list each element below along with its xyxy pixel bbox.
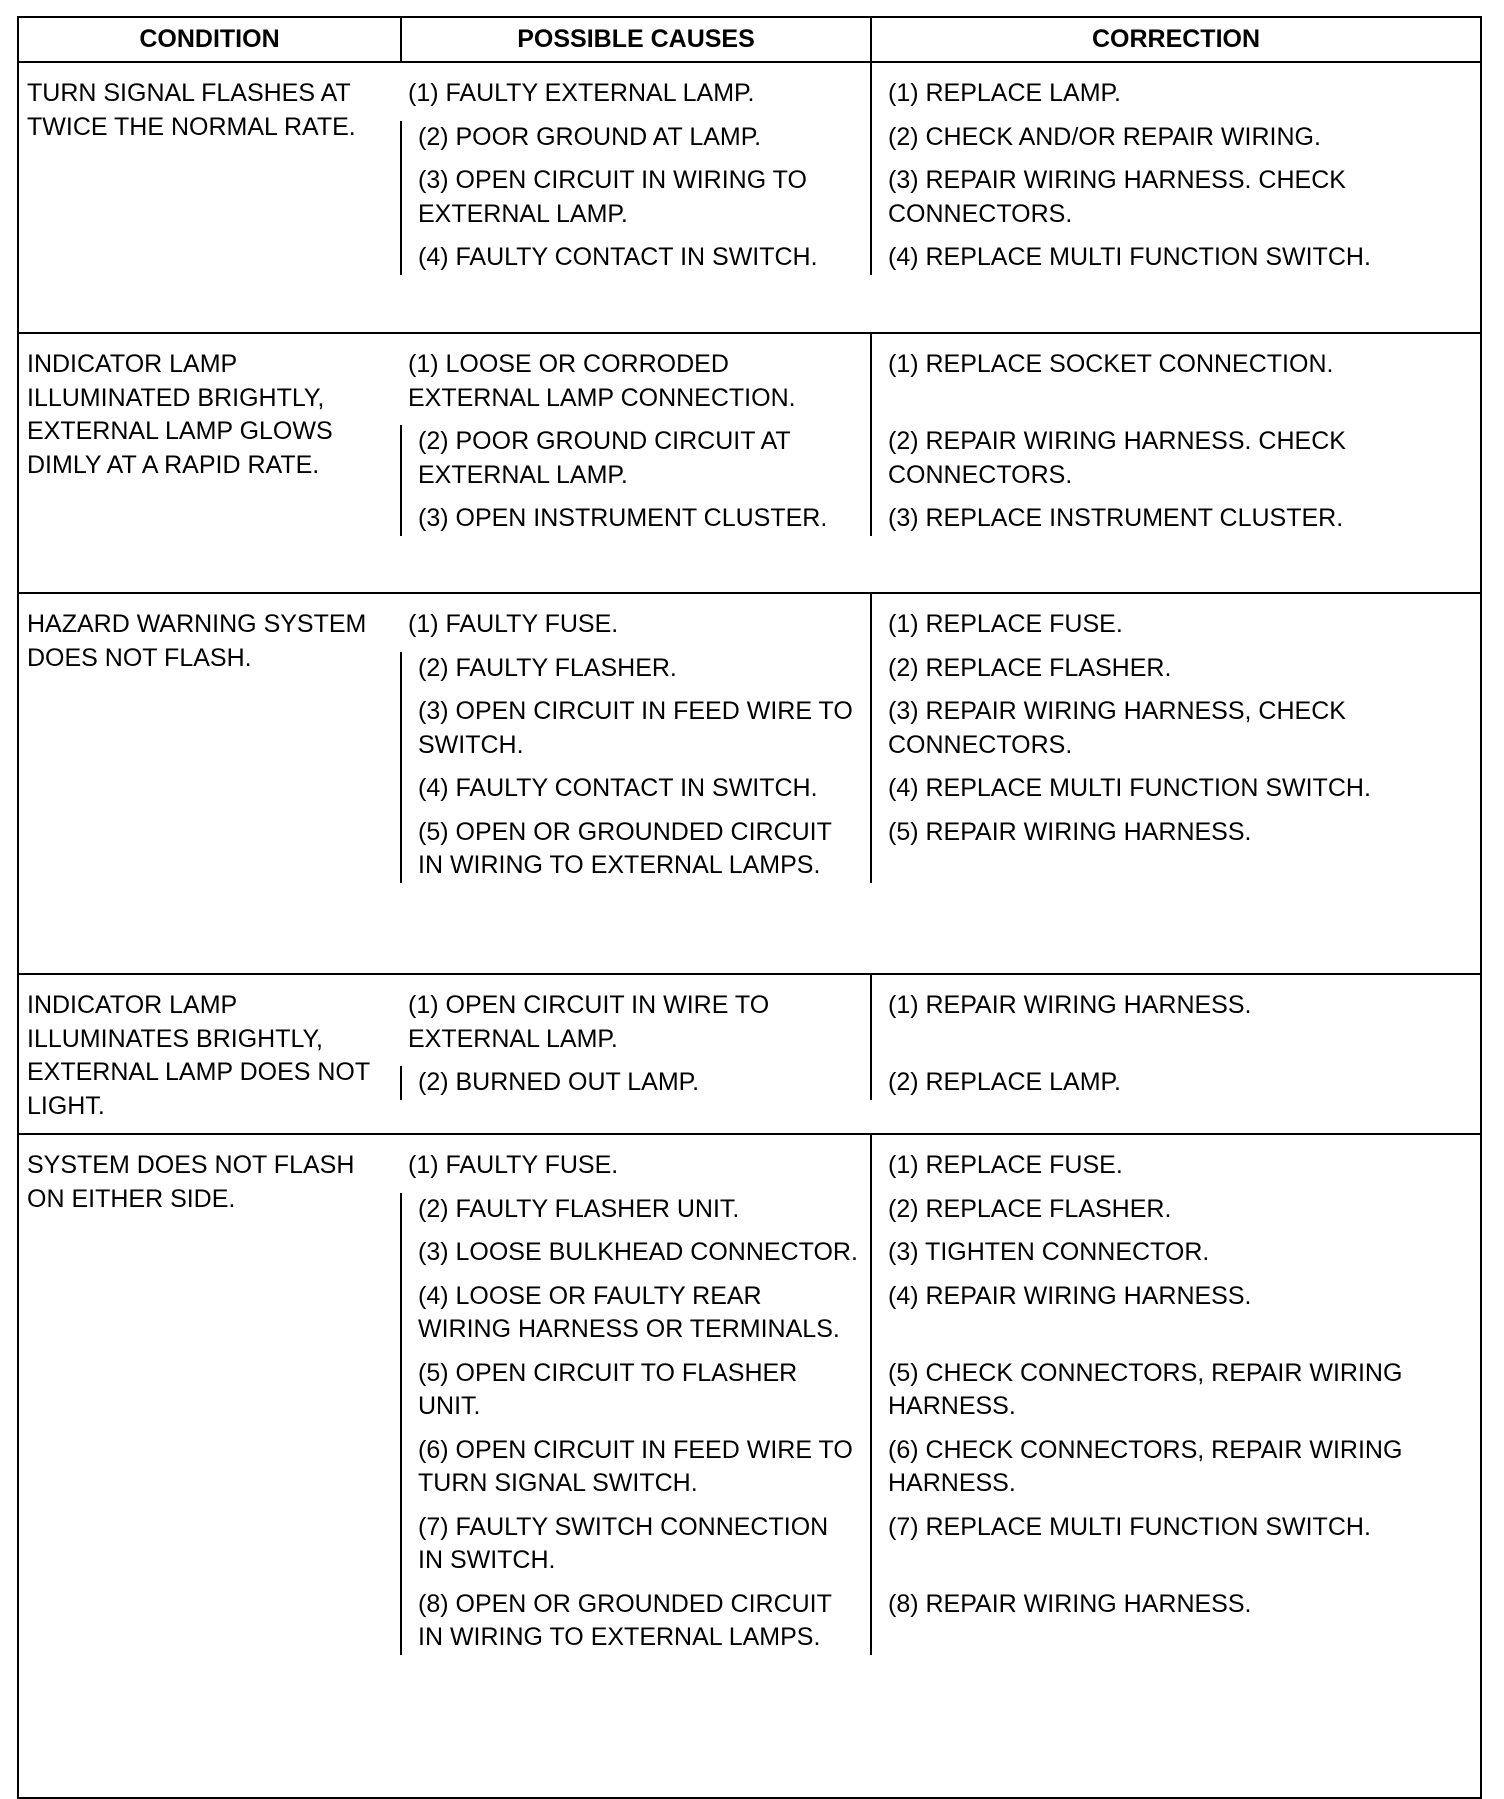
table-body [19,61,1480,1797]
cause-item: (4) LOOSE OR FAULTY REAR WIRING HARNESS OR TERMINALS. [400,1280,870,1357]
correction-item: (7) REPLACE MULTI FUNCTION SWITCH. [870,1511,1484,1588]
correction-item: (2) REPLACE FLASHER. [870,652,1484,696]
cause-item: (2) POOR GROUND AT LAMP. [400,121,870,165]
correction-item: (4) REPLACE MULTI FUNCTION SWITCH. [870,772,1484,816]
cause-correction-pairs [400,1135,1484,1797]
condition-cell: INDICATOR LAMP ILLUMINATES BRIGHTLY, EXTERNAL LAMP DOES NOT LIGHT. [27,991,370,1120]
header-possible-causes: POSSIBLE CAUSES [400,18,870,61]
troubleshooting-table [17,16,1482,1799]
header-condition: CONDITION [139,25,280,53]
condition-cell: SYSTEM DOES NOT FLASH ON EITHER SIDE. [27,1151,355,1213]
cause-item: (1) FAULTY FUSE. [408,610,619,638]
cause-item: (1) LOOSE OR CORRODED EXTERNAL LAMP CONNECTION. [408,350,796,412]
condition-cell: INDICATOR LAMP ILLUMINATED BRIGHTLY, EXTERNAL LAMP GLOWS DIMLY AT A RAPID RATE. [27,350,333,479]
table-row [19,332,1480,592]
cause-item: (2) FAULTY FLASHER UNIT. [400,1193,870,1237]
table-row [19,592,1480,973]
correction-item: (2) REPLACE FLASHER. [870,1193,1484,1237]
cause-item: (5) OPEN CIRCUIT TO FLASHER UNIT. [400,1357,870,1434]
cause-item: (3) LOOSE BULKHEAD CONNECTOR. [400,1236,870,1280]
correction-item: (2) REPAIR WIRING HARNESS. CHECK CONNECTORS. [870,425,1484,502]
correction-item: (2) CHECK AND/OR REPAIR WIRING. [870,121,1484,165]
cause-correction-pairs [400,975,1484,1133]
correction-item: (1) REPLACE LAMP. [870,63,1484,121]
correction-item: (3) REPAIR WIRING HARNESS, CHECK CONNECTORS. [870,695,1484,772]
correction-item: (1) REPLACE FUSE. [870,594,1484,652]
correction-item: (2) REPLACE LAMP. [870,1066,1484,1100]
cause-item: (7) FAULTY SWITCH CONNECTION IN SWITCH. [400,1511,870,1588]
cause-item: (2) FAULTY FLASHER. [400,652,870,696]
cause-item: (3) OPEN INSTRUMENT CLUSTER. [400,502,870,536]
correction-item: (3) TIGHTEN CONNECTOR. [870,1236,1484,1280]
condition-cell: HAZARD WARNING SYSTEM DOES NOT FLASH. [27,610,367,672]
cause-item: (6) OPEN CIRCUIT IN FEED WIRE TO TURN SIGNAL SWITCH. [400,1434,870,1511]
cause-item: (2) POOR GROUND CIRCUIT AT EXTERNAL LAMP. [400,425,870,502]
cause-item: (3) OPEN CIRCUIT IN WIRING TO EXTERNAL LAMP. [400,164,870,241]
cause-correction-pairs [400,594,1484,973]
table-header-row [19,18,1480,61]
cause-item: (1) FAULTY FUSE. [408,1151,619,1179]
cause-correction-pairs [400,334,1484,592]
cause-item: (3) OPEN CIRCUIT IN FEED WIRE TO SWITCH. [400,695,870,772]
cause-item: (4) FAULTY CONTACT IN SWITCH. [400,772,870,816]
condition-cell: TURN SIGNAL FLASHES AT TWICE THE NORMAL RATE. [27,79,356,141]
correction-item: (6) CHECK CONNECTORS, REPAIR WIRING HARNESS. [870,1434,1484,1511]
cause-item: (4) FAULTY CONTACT IN SWITCH. [400,241,870,275]
cause-item: (5) OPEN OR GROUNDED CIRCUIT IN WIRING TO EXTERNAL LAMPS. [400,816,870,883]
cause-item: (1) OPEN CIRCUIT IN WIRE TO EXTERNAL LAMP. [408,991,770,1053]
correction-item: (1) REPLACE FUSE. [870,1135,1484,1193]
table-row [19,1133,1480,1797]
correction-item: (1) REPAIR WIRING HARNESS. [870,975,1484,1066]
correction-item: (8) REPAIR WIRING HARNESS. [870,1588,1484,1655]
correction-item: (4) REPLACE MULTI FUNCTION SWITCH. [870,241,1484,275]
correction-item: (1) REPLACE SOCKET CONNECTION. [870,334,1484,425]
correction-item: (5) REPAIR WIRING HARNESS. [870,816,1484,883]
correction-item: (3) REPAIR WIRING HARNESS. CHECK CONNECTORS. [870,164,1484,241]
cause-correction-pairs [400,63,1484,332]
correction-item: (4) REPAIR WIRING HARNESS. [870,1280,1484,1357]
cause-item: (2) BURNED OUT LAMP. [400,1066,870,1100]
header-correction: CORRECTION [870,18,1480,61]
correction-item: (3) REPLACE INSTRUMENT CLUSTER. [870,502,1484,536]
cause-item: (8) OPEN OR GROUNDED CIRCUIT IN WIRING TO EXTERNAL LAMPS. [400,1588,870,1655]
table-row [19,61,1480,332]
table-row [19,973,1480,1133]
correction-item: (5) CHECK CONNECTORS, REPAIR WIRING HARNESS. [870,1357,1484,1434]
cause-item: (1) FAULTY EXTERNAL LAMP. [408,79,755,107]
